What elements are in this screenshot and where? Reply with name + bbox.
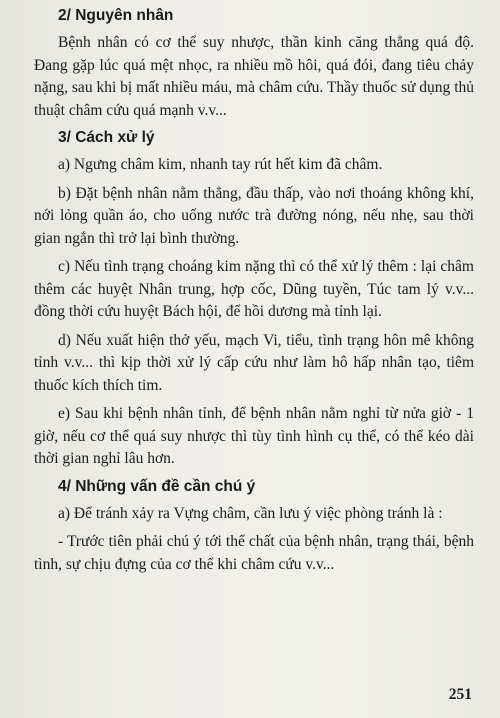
paragraph-e: e) Sau khi bệnh nhân tỉnh, để bệnh nhân nằm nghỉ từ nửa giờ - 1 giờ, nếu cơ thể quá suy nhược thì tùy tình hình cụ thể, có thể kéo dài thời gian nghỉ lâu hơn. <box>34 405 474 467</box>
paragraph-a: a) Ngưng châm kim, nhanh tay rút hết kim đã châm. <box>58 156 383 173</box>
section-heading: 3/ Cách xử lý <box>58 129 155 146</box>
paragraph-bullet: - Trước tiên phải chú ý tới thể chất của bệnh nhân, trạng thái, bệnh tình, sự chịu đựng của cơ thể khi châm cứu v.v... <box>34 533 474 573</box>
section-nguyen-nhan <box>34 6 474 122</box>
section-cach-xu-ly <box>34 128 474 471</box>
paragraph-c: c) Nếu tình trạng choáng kim nặng thì có thể xử lý thêm : lại châm thêm các huyệt Nhân trung, hợp cốc, Dũng tuyền, Túc tam lý v.v... đồng thời cứu huyệt Bách hội, để hồi dương mà tỉnh lại. <box>34 258 474 320</box>
page-number: 251 <box>448 686 472 703</box>
paragraph-a: a) Để tránh xảy ra Vựng châm, cần lưu ý việc phòng tránh là : <box>58 504 443 522</box>
section-heading: 4/ Những vấn đề cần chú ý <box>58 477 256 495</box>
section-chu-y <box>34 477 474 577</box>
paragraph-d: d) Nếu xuất hiện thở yếu, mạch Vi, tiểu, tình trạng hôn mê không tỉnh v.v... thì kịp thời xử lý cấp cứu như làm hô hấp nhân tạo, tiêm thuốc kích thích tim. <box>34 331 474 394</box>
paragraph-b: b) Đặt bệnh nhân nằm thẳng, đầu thấp, vào nơi thoáng không khí, nới lỏng quần áo, cho uống nước trà đường nóng, nếu nhẹ, sau thời gian ngắn thì trở lại bình thường. <box>34 184 474 247</box>
section-heading: 2/ Nguyên nhân <box>58 7 174 24</box>
paragraph: Bệnh nhân có cơ thể suy nhược, thần kinh căng thẳng quá độ. Đang gặp lúc quá mệt nhọc, ra nhiều mồ hôi, quá đói, đang tiêu chảy nặng, sau khi bị mất nhiều máu, mà châm cứu. Thầy thuốc sử dụng thủ thuật châm cứu quá mạnh v.v... <box>34 34 474 119</box>
